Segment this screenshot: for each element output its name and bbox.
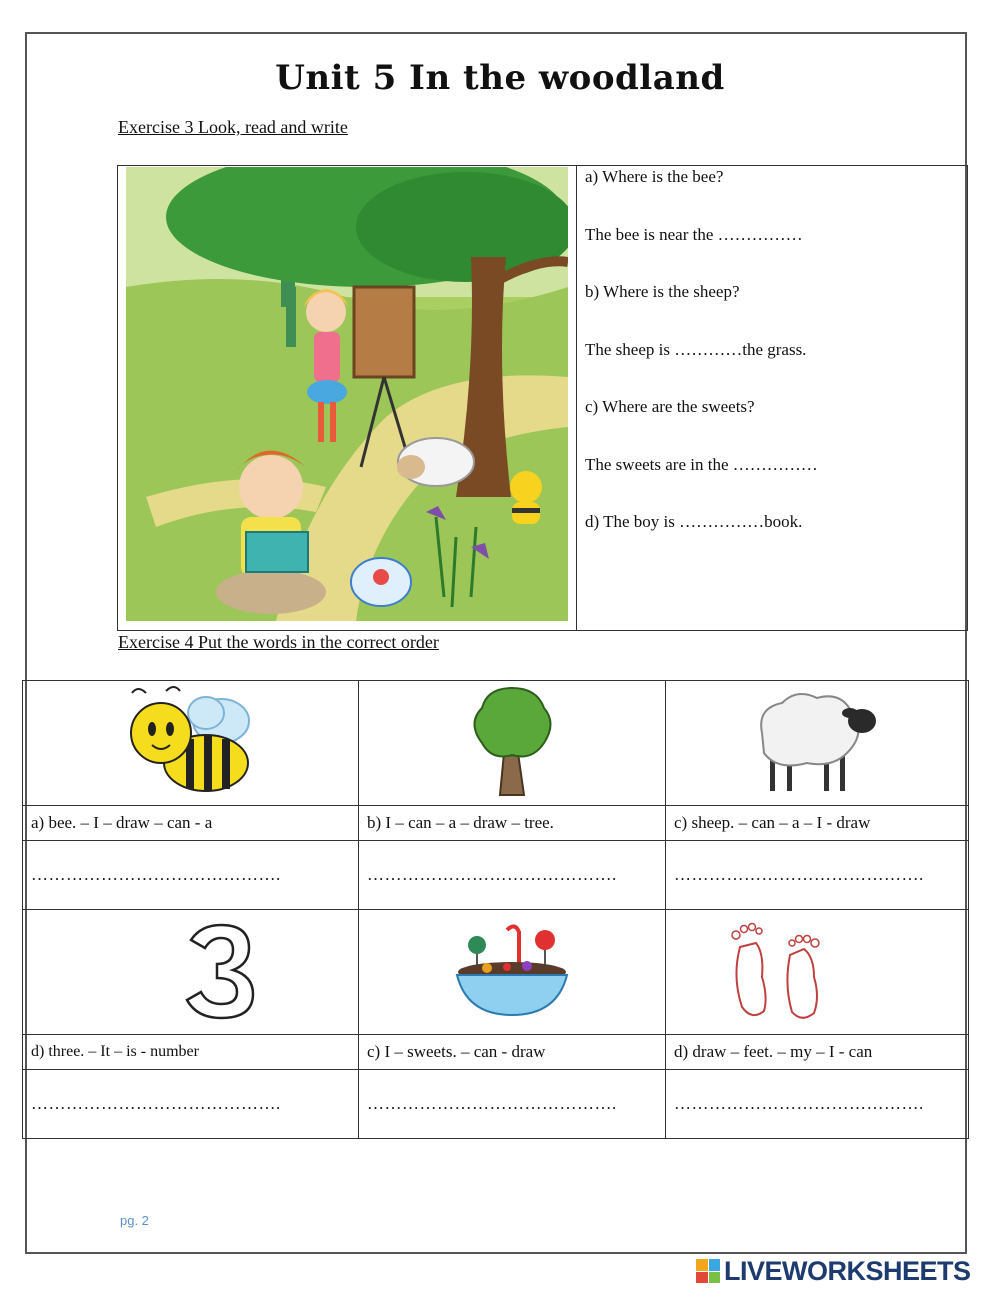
prompt-d: d) three. – It – is - number bbox=[23, 1035, 359, 1070]
answer-line-c[interactable]: The sweets are in the …………… bbox=[585, 455, 818, 474]
exercise4-table bbox=[22, 680, 969, 1139]
answer-line-d[interactable]: d) The boy is ……………book. bbox=[585, 512, 803, 531]
woodland-scene-image bbox=[126, 167, 568, 621]
brand-name: LIVEWORKSHEETS bbox=[724, 1255, 971, 1286]
question-b: b) Where is the sheep? bbox=[585, 282, 740, 301]
question-c: c) Where are the sweets? bbox=[585, 397, 755, 416]
answer-row bbox=[23, 1070, 969, 1139]
picture-cell bbox=[23, 681, 359, 806]
picture-row bbox=[23, 681, 969, 806]
picture-cell bbox=[666, 681, 969, 806]
prompt-row bbox=[23, 1035, 969, 1070]
picture-cell bbox=[359, 681, 666, 806]
answer-line-a[interactable]: The bee is near the …………… bbox=[585, 225, 803, 244]
page-title: Unit 5 In the woodland bbox=[275, 58, 725, 98]
answer-field-b[interactable]: ……………………………………. bbox=[359, 841, 666, 910]
answer-field-f[interactable]: ……………………………………. bbox=[666, 1070, 969, 1139]
sweets-bowl-icon bbox=[447, 920, 577, 1020]
answer-field-e[interactable]: ……………………………………. bbox=[359, 1070, 666, 1139]
answer-field-c[interactable]: ……………………………………. bbox=[666, 841, 969, 910]
picture-cell bbox=[666, 910, 969, 1035]
question-a: a) Where is the bee? bbox=[585, 167, 724, 186]
answer-field-a[interactable]: ……………………………………. bbox=[23, 841, 359, 910]
feet-icon bbox=[722, 917, 852, 1022]
answer-line-b[interactable]: The sheep is …………the grass. bbox=[585, 340, 807, 359]
exercise3-divider bbox=[576, 165, 577, 631]
answer-field-d[interactable]: ……………………………………. bbox=[23, 1070, 359, 1139]
brand-footer[interactable] bbox=[696, 1256, 971, 1286]
sheep-icon bbox=[752, 683, 882, 798]
number-three-icon bbox=[171, 920, 271, 1020]
prompt-a: a) bee. – I – draw – can - a bbox=[23, 806, 359, 841]
answer-row bbox=[23, 841, 969, 910]
prompt-f: d) draw – feet. – my – I - can bbox=[666, 1035, 969, 1070]
exercise3-heading: Exercise 3 Look, read and write bbox=[118, 117, 348, 137]
picture-row bbox=[23, 910, 969, 1035]
prompt-row bbox=[23, 806, 969, 841]
picture-cell bbox=[23, 910, 359, 1035]
picture-cell bbox=[359, 910, 666, 1035]
tree-icon bbox=[462, 683, 562, 798]
exercise4-heading: Exercise 4 Put the words in the correct order bbox=[118, 632, 439, 652]
page-number: pg. 2 bbox=[120, 1213, 149, 1228]
prompt-c: c) sheep. – can – a – I - draw bbox=[666, 806, 969, 841]
liveworksheets-logo-icon bbox=[696, 1259, 720, 1283]
prompt-e: c) I – sweets. – can - draw bbox=[359, 1035, 666, 1070]
prompt-b: b) I – can – a – draw – tree. bbox=[359, 806, 666, 841]
bee-icon bbox=[126, 683, 256, 798]
